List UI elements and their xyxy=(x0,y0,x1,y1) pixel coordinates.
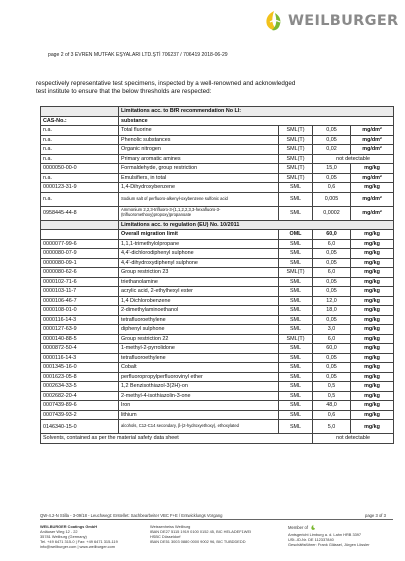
limit-type-cell: SML(T) xyxy=(279,145,313,155)
cas-column-header: CAS-No.: xyxy=(41,116,119,126)
cas-number-cell: 0000116-14-3 xyxy=(41,353,119,363)
table-row xyxy=(41,325,394,335)
limit-type-cell: SML xyxy=(279,391,313,401)
cas-number-cell: 0000102-71-6 xyxy=(41,277,119,287)
footer-bank xyxy=(150,524,251,544)
limit-value-cell: 0,05 xyxy=(313,315,351,325)
substance-cell: Formaldehyde, group restriction xyxy=(119,164,279,174)
table-row xyxy=(41,135,394,145)
limit-value-cell: not detectable xyxy=(313,154,394,164)
limit-type-cell: SML xyxy=(279,258,313,268)
table-row xyxy=(41,164,394,174)
table-row xyxy=(41,154,394,164)
table-row xyxy=(41,334,394,344)
limit-type-cell: SML xyxy=(279,325,313,335)
substance-cell: diphenyl sulphone xyxy=(119,325,279,335)
limit-value-cell: 3,0 xyxy=(313,325,351,335)
table-row xyxy=(41,344,394,354)
limit-value-cell: 15,0 xyxy=(313,164,351,174)
table-row xyxy=(41,206,394,220)
bank-line: IBAN DE27 5115 1919 0100 0152 45, BIC HELADEF1WEI xyxy=(150,529,252,534)
substance-cell: Organic nitrogen xyxy=(119,145,279,155)
table-row xyxy=(41,145,394,155)
cas-number-cell: 0002634-33-5 xyxy=(41,382,119,392)
limit-type-cell: SML xyxy=(279,344,313,354)
member-of xyxy=(288,524,319,531)
table-row xyxy=(41,126,394,136)
oml-type: OML xyxy=(279,230,313,240)
unit-cell: mg/dm² xyxy=(351,206,394,220)
substance-cell: 4,4'-dichlorodiphenyl sulphone xyxy=(119,249,279,259)
table-row xyxy=(41,183,394,193)
register-line: Amtsgericht Limburg a. d. Lahn HRB 3397 xyxy=(288,532,362,537)
substance-cell: 1,1,1-trimethylolpropane xyxy=(119,239,279,249)
table-row xyxy=(41,353,394,363)
cas-number-cell: 0146340-15-0 xyxy=(41,420,119,434)
limit-value-cell: 0,5 xyxy=(313,391,351,401)
limit-value-cell: 0,05 xyxy=(313,258,351,268)
limit-value-cell: 0,6 xyxy=(313,410,351,420)
unit-cell: mg/kg xyxy=(351,372,394,382)
table-row xyxy=(41,382,394,392)
limit-value-cell: 0,05 xyxy=(313,287,351,297)
company-line: 35781 Weilburg (Germany) xyxy=(40,534,87,539)
oml-unit: mg/kg xyxy=(351,230,394,240)
company-line: Tel. +49 6471 315-0 | Fax: +49 6471 315-119 xyxy=(40,539,118,544)
limit-type-cell: SML(T) xyxy=(279,334,313,344)
substance-cell: Group restriction 22 xyxy=(119,334,279,344)
unit-cell: mg/kg xyxy=(351,420,394,434)
cas-number-cell: 0002682-20-4 xyxy=(41,391,119,401)
unit-cell: mg/kg xyxy=(351,325,394,335)
footer-register xyxy=(288,532,370,547)
register-line: USt.-ID-Nr. DE 112337840 xyxy=(288,537,334,542)
cas-number-cell: 0000077-99-6 xyxy=(41,239,119,249)
substance-cell: triethanolamine xyxy=(119,277,279,287)
table-row xyxy=(41,372,394,382)
company-line: info@weilburger.com | www.weilburger.com xyxy=(40,544,116,549)
unit-cell: mg/kg xyxy=(351,183,394,193)
unit-cell: mg/kg xyxy=(351,363,394,373)
cas-number-cell: n.a. xyxy=(41,126,119,136)
cas-number-cell: n.a. xyxy=(41,145,119,155)
unit-cell: mg/kg xyxy=(351,306,394,316)
footer-page-number: page 3 of 3 xyxy=(365,513,386,518)
bfr-title: Limitations acc. to BfR recommendation No LI: xyxy=(119,107,394,117)
limit-type-cell: SML xyxy=(279,372,313,382)
cas-number-cell: n.a. xyxy=(41,173,119,183)
limit-type-cell: SML xyxy=(279,296,313,306)
member-label: Member of xyxy=(288,525,309,530)
table-row xyxy=(41,268,394,278)
cas-number-cell: n.a. xyxy=(41,154,119,164)
substance-cell: 2-methyl-4-isothiazolin-3-one xyxy=(119,391,279,401)
substance-cell: Emulsifiers, in total xyxy=(119,173,279,183)
weilburger-logo xyxy=(264,10,399,32)
limit-type-cell: SML xyxy=(279,249,313,259)
limit-value-cell: 0,5 xyxy=(313,382,351,392)
unit-cell: mg/kg xyxy=(351,401,394,411)
table-row xyxy=(41,239,394,249)
substance-cell: Iron xyxy=(119,401,279,411)
table-row xyxy=(41,287,394,297)
company-line: Anläuser Weg 12 - 22 xyxy=(40,529,78,534)
table-row xyxy=(41,277,394,287)
substance-cell: 1,4 Dichlorobenzene xyxy=(119,296,279,306)
unit-cell: mg/kg xyxy=(351,353,394,363)
cas-number-cell: 0007439-89-6 xyxy=(41,401,119,411)
column-header-row xyxy=(41,116,394,126)
cas-number-cell: 0000106-46-7 xyxy=(41,296,119,306)
unit-cell: mg/kg xyxy=(351,258,394,268)
limit-value-cell: 0,02 xyxy=(313,145,351,155)
page-header: page 2 of 3 EVREN MUTFAK EŞYALARI LTD.ŞTİ 706237 / 706419 2018-06-29 xyxy=(48,52,228,58)
unit-cell: mg/kg xyxy=(351,249,394,259)
limit-value-cell: 18,0 xyxy=(313,306,351,316)
substance-cell: Ammonium 2,2,3-trifluoro-3-(1,1,2,2,3,3-hexafluoro-3-(trifluoromethoxy)propoxy)propanoate xyxy=(119,206,279,220)
unit-cell: mg/kg xyxy=(351,391,394,401)
limit-type-cell: SML xyxy=(279,206,313,220)
limit-value-cell: 0,6 xyxy=(313,183,351,193)
limitations-table-body xyxy=(41,107,394,444)
table-row xyxy=(41,249,394,259)
cas-number-cell: 0000872-50-4 xyxy=(41,344,119,354)
unit-cell: mg/kg xyxy=(351,410,394,420)
company-name: WEILBURGER Coatings GmbH xyxy=(40,524,98,529)
table-row xyxy=(41,410,394,420)
leaf-logo-icon xyxy=(264,10,284,32)
substance-cell: perfluoropropylperfluorovinyl ether xyxy=(119,372,279,382)
intro-text-line: respectively representative test specimens, inspected by a well-renowned and acknowledged xyxy=(36,80,296,87)
unit-cell: mg/kg xyxy=(351,344,394,354)
brand-name: WEILBURGER xyxy=(288,13,399,29)
table-row xyxy=(41,173,394,183)
unit-cell: mg/kg xyxy=(351,296,394,306)
limit-value-cell: 6,0 xyxy=(313,334,351,344)
eu-section-title: Limitations acc. to regulation (EU) No. 10/2011 xyxy=(119,220,394,230)
limit-value-cell: 48,0 xyxy=(313,401,351,411)
document-reference: QW-4.2-N Stilla - 3-09/18 - Leuchwegt: Erstellet: Sachbearbeiter VBC F+E / Entwicklungs Vorgang xyxy=(40,513,223,518)
cas-number-cell: 0000050-00-0 xyxy=(41,164,119,174)
limit-value-cell: 12,0 xyxy=(313,296,351,306)
unit-cell: mg/kg xyxy=(351,164,394,174)
limit-value-cell: 0,05 xyxy=(313,277,351,287)
limit-type-cell: SML xyxy=(279,410,313,420)
table-cell xyxy=(41,107,119,117)
substance-cell: Primary aromatic amines xyxy=(119,154,279,164)
limit-type-cell: SML xyxy=(279,420,313,434)
table-title-row xyxy=(41,107,394,117)
solvents-row xyxy=(41,434,394,444)
cas-number-cell: 0001345-16-0 xyxy=(41,363,119,373)
unit-cell: mg/kg xyxy=(351,382,394,392)
limit-value-cell: 0,005 xyxy=(313,192,351,206)
limit-value-cell: 6,0 xyxy=(313,268,351,278)
unit-cell: mg/kg xyxy=(351,277,394,287)
cas-number-cell: 0958445-44-8 xyxy=(41,206,119,220)
cas-number-cell: 0001623-05-8 xyxy=(41,372,119,382)
limit-type-cell: SML(T) xyxy=(279,268,313,278)
limit-type-cell: SML(T) xyxy=(279,173,313,183)
unit-cell: mg/kg xyxy=(351,287,394,297)
limit-type-cell: SML xyxy=(279,287,313,297)
substance-cell: Phenolic substances xyxy=(119,135,279,145)
limit-type-cell: SML xyxy=(279,183,313,193)
cas-number-cell: n.a. xyxy=(41,192,119,206)
unit-cell: mg/dm² xyxy=(351,126,394,136)
substance-cell: acrylic acid, 2-ethylhexyl ester xyxy=(119,287,279,297)
limit-value-cell: 0,05 xyxy=(313,372,351,382)
limit-type-cell: SML xyxy=(279,192,313,206)
limit-value-cell: 0,05 xyxy=(313,249,351,259)
substance-cell: 1,4-Dihydroxybenzene xyxy=(119,183,279,193)
oml-row xyxy=(41,230,394,240)
unit-cell: mg/dm² xyxy=(351,173,394,183)
bank-line: HSBC Düsseldorf xyxy=(150,534,181,539)
limit-type-cell: SML(T) xyxy=(279,164,313,174)
cas-number-cell: 0000116-14-3 xyxy=(41,315,119,325)
substance-cell: 1-methyl-2-pyrrolidone xyxy=(119,344,279,354)
limitations-table xyxy=(40,106,394,444)
limit-type-cell: SML xyxy=(279,306,313,316)
limit-value-cell: 0,05 xyxy=(313,126,351,136)
cas-number-cell: 0000140-88-5 xyxy=(41,334,119,344)
unit-cell: mg/dm² xyxy=(351,192,394,206)
bank-line: IBAN DE51 3003 0880 0000 9002 96, BIC TUBDDEDD xyxy=(150,539,246,544)
table-row xyxy=(41,306,394,316)
limit-value-cell: 0,05 xyxy=(313,353,351,363)
bank-name: Weissenheiss Weilburg xyxy=(150,524,191,529)
intro-text-line: test institute to ensure that the below thresholds are respected: xyxy=(36,88,212,95)
limit-type-cell: SML xyxy=(279,401,313,411)
limit-type-cell: SML(T) xyxy=(279,135,313,145)
limit-value-cell: 60,0 xyxy=(313,344,351,354)
substance-cell: 2-dimethylaminoethanol xyxy=(119,306,279,316)
cas-number-cell: 0000080-62-6 xyxy=(41,268,119,278)
unit-cell: mg/kg xyxy=(351,315,394,325)
substance-cell: Total fluorine xyxy=(119,126,279,136)
cas-number-cell: 0000103-11-7 xyxy=(41,287,119,297)
limit-type-cell: SML xyxy=(279,277,313,287)
cas-number-cell: 0000080-07-9 xyxy=(41,249,119,259)
substance-cell: tetrafluoroethylene xyxy=(119,315,279,325)
table-row xyxy=(41,363,394,373)
limit-value-cell: 5,0 xyxy=(313,420,351,434)
substance-cell: Cobalt xyxy=(119,363,279,373)
unit-cell: mg/kg xyxy=(351,239,394,249)
table-cell xyxy=(41,220,119,230)
oml-label: Overall migration limit xyxy=(119,230,279,240)
substance-cell: Group restriction 23 xyxy=(119,268,279,278)
solvents-value: not detectable xyxy=(313,434,394,444)
table-row xyxy=(41,258,394,268)
footer-company xyxy=(40,524,118,549)
cas-number-cell: n.a. xyxy=(41,135,119,145)
cas-number-cell: 0000127-63-9 xyxy=(41,325,119,335)
substance-column-header: substance xyxy=(119,116,394,126)
table-row xyxy=(41,192,394,206)
limit-value-cell: 0,0002 xyxy=(313,206,351,220)
table-cell xyxy=(41,230,119,240)
limit-value-cell: 0,05 xyxy=(313,363,351,373)
table-row xyxy=(41,401,394,411)
limit-value-cell: 0,05 xyxy=(313,135,351,145)
table-row xyxy=(41,315,394,325)
substance-cell: tetrafluoroethylene xyxy=(119,353,279,363)
limit-type-cell: SML xyxy=(279,382,313,392)
oml-value: 60,0 xyxy=(313,230,351,240)
cas-number-cell: 0000123-31-9 xyxy=(41,183,119,193)
substance-cell: alcohols, C12-C14 secondary, β-(2-hydroxyethoxy), ethoxylated xyxy=(119,420,279,434)
footer-divider xyxy=(40,519,393,520)
unit-cell: mg/kg xyxy=(351,334,394,344)
cas-number-cell: 0007439-93-2 xyxy=(41,410,119,420)
cas-number-cell: 0000080-09-1 xyxy=(41,258,119,268)
limit-type-cell: SML xyxy=(279,315,313,325)
table-row xyxy=(41,420,394,434)
unit-cell: mg/dm² xyxy=(351,135,394,145)
limit-type-cell: SML(T) xyxy=(279,126,313,136)
limit-type-cell: SML xyxy=(279,363,313,373)
register-line: Geschäftsführer: Frank Glässel, Jürgen Lössler xyxy=(288,542,370,547)
substance-cell: 4,4'-dihydroxydiphenyl sulphone xyxy=(119,258,279,268)
substance-cell: 1,2 Benzisothiazol-3(2H)-on xyxy=(119,382,279,392)
solvents-label: Solvents, contained as per the material safety data sheet xyxy=(41,434,313,444)
table-row xyxy=(41,391,394,401)
substance-cell: Sodium salt of perfluoro-alkenyl-oxybenzene sulfonic acid xyxy=(119,192,279,206)
eu-title-row xyxy=(41,220,394,230)
cas-number-cell: 0000108-01-0 xyxy=(41,306,119,316)
limit-value-cell: 6,0 xyxy=(313,239,351,249)
member-leaf-icon xyxy=(310,524,317,531)
table-row xyxy=(41,296,394,306)
limit-type-cell: SML xyxy=(279,353,313,363)
limit-type-cell: SML(T) xyxy=(279,154,313,164)
limit-value-cell: 0,05 xyxy=(313,173,351,183)
unit-cell: mg/dm² xyxy=(351,145,394,155)
substance-cell: lithium xyxy=(119,410,279,420)
limit-type-cell: SML xyxy=(279,239,313,249)
unit-cell: mg/kg xyxy=(351,268,394,278)
